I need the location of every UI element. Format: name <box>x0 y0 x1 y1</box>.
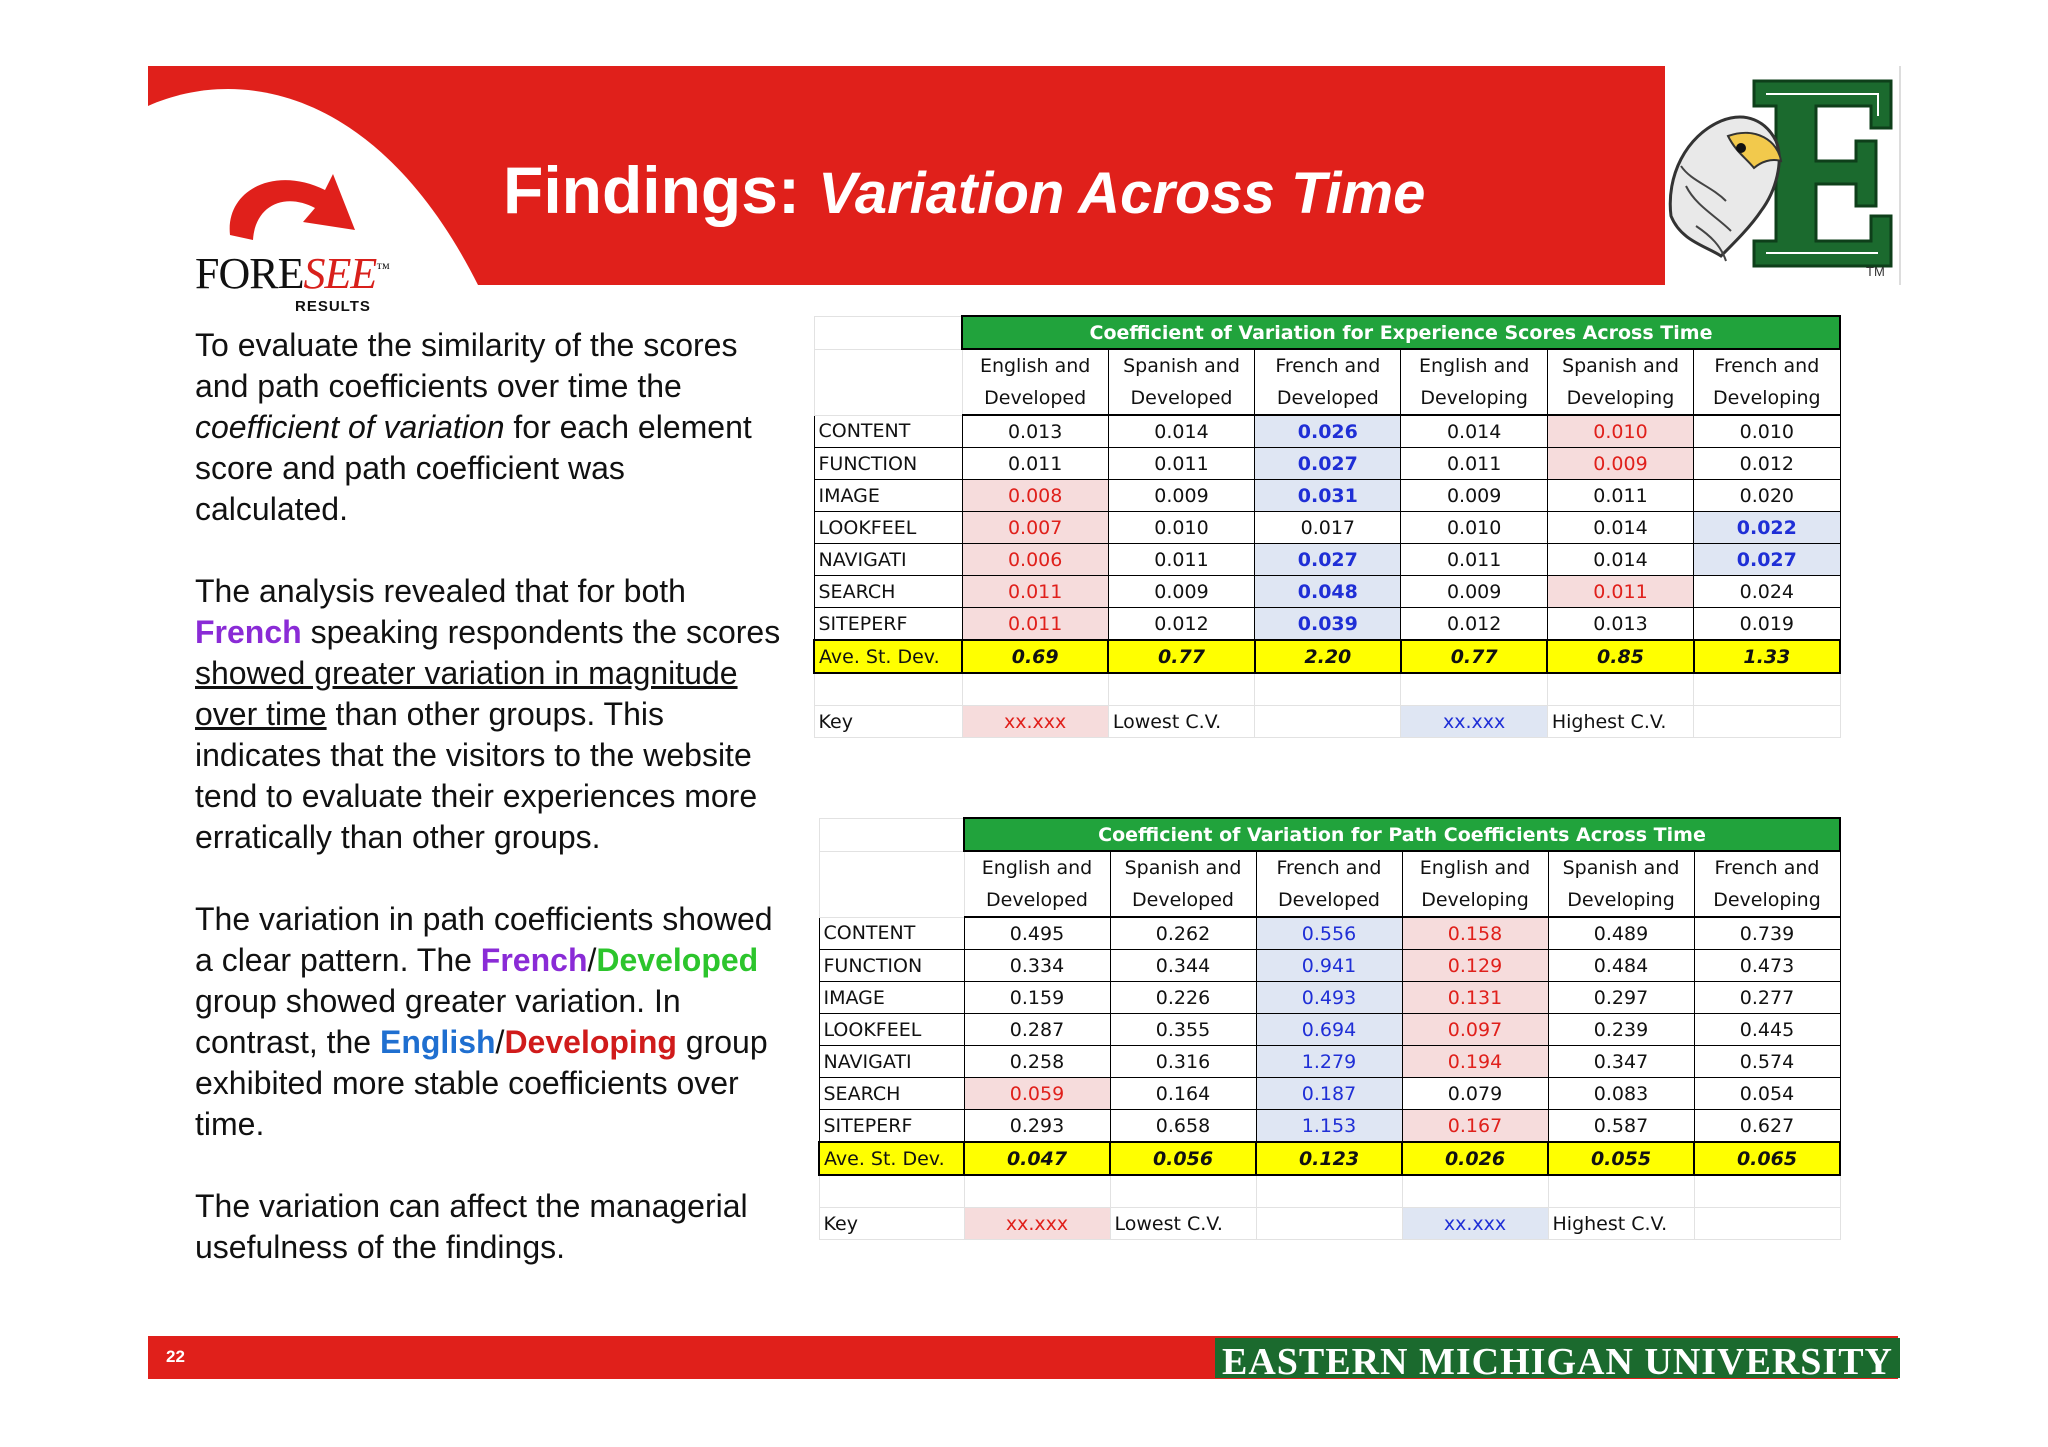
p3-english: English <box>379 1024 496 1060</box>
table-cell: 1.153 <box>1256 1110 1402 1143</box>
spacer-cell <box>1255 673 1401 706</box>
average-label: Ave. St. Dev. <box>814 640 962 673</box>
column-header-line-1: English and <box>979 355 1091 377</box>
table-cell: 0.011 <box>1108 448 1254 480</box>
spacer-cell <box>1110 1175 1256 1208</box>
average-cell: 0.047 <box>964 1142 1110 1175</box>
key-blank <box>1694 706 1840 738</box>
key-high-sample: xx.xxx <box>1402 1208 1548 1240</box>
table-cell: 0.344 <box>1110 950 1256 982</box>
average-cell: 0.69 <box>962 640 1108 673</box>
column-header-corner <box>819 851 964 917</box>
table-title-row <box>814 316 1840 349</box>
column-header-line-2: Developing <box>1567 889 1675 911</box>
table-cell: 0.739 <box>1694 917 1840 950</box>
emu-wordmark: EASTERN MICHIGAN UNIVERSITY <box>1222 1341 1893 1383</box>
table-cell: 0.011 <box>1401 544 1547 576</box>
column-header-line-1: French and <box>1714 355 1820 377</box>
column-header-line-1: Spanish and <box>1562 355 1679 377</box>
key-low-text: Lowest C.V. <box>1108 706 1254 738</box>
table-cell: 0.011 <box>1108 544 1254 576</box>
table-cell: 0.013 <box>962 415 1108 448</box>
table-cell: 0.012 <box>1108 608 1254 641</box>
table-cell: 0.013 <box>1547 608 1693 641</box>
table-cell: 0.007 <box>962 512 1108 544</box>
foresee-word-fore: FORE <box>195 249 304 298</box>
table-cell: 0.017 <box>1255 512 1401 544</box>
key-low-sample: xx.xxx <box>962 706 1108 738</box>
row-label: SITEPERF <box>819 1110 964 1143</box>
key-blank <box>1256 1208 1402 1240</box>
table-cell: 0.027 <box>1255 448 1401 480</box>
p3-text-c: group exhibited more stable coefficients over time. <box>195 1024 768 1142</box>
table-cell: 0.031 <box>1255 480 1401 512</box>
spacer-row <box>819 1175 1840 1208</box>
key-row <box>814 706 1840 738</box>
column-header-line-2: Developed <box>1130 387 1233 409</box>
page-title-subtitle: Variation Across Time <box>818 161 1426 226</box>
average-cell: 0.065 <box>1694 1142 1840 1175</box>
table-cell: 0.445 <box>1694 1014 1840 1046</box>
table-cell: 1.279 <box>1256 1046 1402 1078</box>
p1-emphasis: coefficient of variation <box>195 409 505 445</box>
average-label: Ave. St. Dev. <box>819 1142 964 1175</box>
p3-developing: Developing <box>504 1024 677 1060</box>
foresee-tm: ™ <box>376 261 389 277</box>
table-cell: 0.022 <box>1694 512 1840 544</box>
table-cell: 0.484 <box>1548 950 1694 982</box>
p3-developed: Developed <box>596 942 759 978</box>
table-cell: 0.009 <box>1108 576 1254 608</box>
table-cell: 0.027 <box>1694 544 1840 576</box>
paragraph-4: The variation can affect the managerial usefulness of the findings. <box>195 1188 748 1265</box>
key-blank <box>1694 1208 1840 1240</box>
table-cell: 0.226 <box>1110 982 1256 1014</box>
column-header-line-2: Developed <box>1278 889 1380 911</box>
table-title: Coefficient of Variation for Path Coefficients Across Time <box>964 818 1840 851</box>
spacer-cell <box>1108 673 1254 706</box>
table-cell: 0.011 <box>962 608 1108 641</box>
table-cell: 0.347 <box>1548 1046 1694 1078</box>
table-cell: 0.187 <box>1256 1078 1402 1110</box>
table-cell: 0.012 <box>1401 608 1547 641</box>
curved-arrow-icon <box>215 160 365 255</box>
spacer-cell <box>962 673 1108 706</box>
eagle-e-logo-icon <box>1666 66 1899 285</box>
table-row <box>819 1014 1840 1046</box>
spacer-row <box>814 673 1840 706</box>
spacer-cell <box>1402 1175 1548 1208</box>
average-row <box>819 1142 1840 1175</box>
table-corner-cell <box>819 818 964 851</box>
table-row <box>819 1110 1840 1143</box>
table-cell: 0.009 <box>1108 480 1254 512</box>
column-header <box>1110 851 1256 917</box>
average-cell: 0.055 <box>1548 1142 1694 1175</box>
table-cell: 0.010 <box>1547 415 1693 448</box>
key-high-sample: xx.xxx <box>1401 706 1547 738</box>
table-cell: 0.027 <box>1255 544 1401 576</box>
table-cell: 0.009 <box>1401 480 1547 512</box>
column-header <box>1108 349 1254 415</box>
column-header-line-2: Developed <box>1276 387 1379 409</box>
table-row <box>819 1046 1840 1078</box>
column-header-line-1: French and <box>1275 355 1381 377</box>
table-cell: 0.009 <box>1401 576 1547 608</box>
table-cell: 0.355 <box>1110 1014 1256 1046</box>
table-cell: 0.164 <box>1110 1078 1256 1110</box>
p3-french: French <box>480 942 588 978</box>
column-header-row <box>814 349 1840 415</box>
row-label: NAVIGATI <box>819 1046 964 1078</box>
p2-text-a: The analysis revealed that for both <box>195 573 686 609</box>
column-header-line-2: Developing <box>1420 387 1528 409</box>
spacer-cell <box>1547 673 1693 706</box>
spacer-cell <box>964 1175 1110 1208</box>
table-cell: 0.574 <box>1694 1046 1840 1078</box>
table-cell: 0.262 <box>1110 917 1256 950</box>
key-low-text: Lowest C.V. <box>1110 1208 1256 1240</box>
table-row <box>819 950 1840 982</box>
table-cell: 0.258 <box>964 1046 1110 1078</box>
table-cell: 0.158 <box>1402 917 1548 950</box>
table-cell: 0.010 <box>1694 415 1840 448</box>
column-header <box>1402 851 1548 917</box>
table-cell: 0.316 <box>1110 1046 1256 1078</box>
column-header-line-2: Developing <box>1566 387 1675 409</box>
table-cell: 0.079 <box>1402 1078 1548 1110</box>
key-high-text: Highest C.V. <box>1548 1208 1694 1240</box>
table-cell: 0.097 <box>1402 1014 1548 1046</box>
p3-text-a: The variation in path coefficients showed a clear pattern. The <box>195 901 773 978</box>
row-label: IMAGE <box>814 480 962 512</box>
table-cell: 0.014 <box>1401 415 1547 448</box>
table-cell: 0.006 <box>962 544 1108 576</box>
table-row <box>814 415 1840 448</box>
body-text <box>195 325 785 1309</box>
column-header <box>964 851 1110 917</box>
table-row <box>819 1078 1840 1110</box>
table-cell: 0.020 <box>1694 480 1840 512</box>
table-cell: 0.489 <box>1548 917 1694 950</box>
table-cell: 0.587 <box>1548 1110 1694 1143</box>
key-blank <box>1255 706 1401 738</box>
column-header-line-2: Developed <box>1132 889 1234 911</box>
paragraph-1 <box>195 325 785 530</box>
column-header-line-1: English and <box>981 857 1093 879</box>
table-cell: 0.014 <box>1547 512 1693 544</box>
p3-text-b: group showed greater variation. In contrast, the <box>195 983 681 1060</box>
row-label: SITEPERF <box>814 608 962 641</box>
emu-logo-tm: TM <box>1866 264 1885 279</box>
table-cell: 0.026 <box>1255 415 1401 448</box>
table-cell: 0.287 <box>964 1014 1110 1046</box>
row-label: LOOKFEEL <box>819 1014 964 1046</box>
spacer-cell <box>1401 673 1547 706</box>
average-row <box>814 640 1840 673</box>
column-header-line-1: Spanish and <box>1562 857 1680 879</box>
column-header-line-1: French and <box>1276 857 1382 879</box>
table-row <box>814 512 1840 544</box>
average-cell: 0.77 <box>1401 640 1547 673</box>
column-header-row <box>819 851 1840 917</box>
p2-text-c: than other groups. This indicates that the visitors to the website tend to evaluate their experiences more erratically than other groups. <box>195 696 758 855</box>
average-cell: 2.20 <box>1255 640 1401 673</box>
table-cell: 0.019 <box>1694 608 1840 641</box>
column-header <box>1694 851 1840 917</box>
key-label: Key <box>814 706 962 738</box>
key-row <box>819 1208 1840 1240</box>
column-header-line-1: Spanish and <box>1124 857 1242 879</box>
p3-slash-1: / <box>587 942 597 978</box>
average-cell: 0.026 <box>1402 1142 1548 1175</box>
path-cv-table <box>818 817 1841 1240</box>
table-row <box>814 544 1840 576</box>
table-cell: 0.048 <box>1255 576 1401 608</box>
table-row <box>814 480 1840 512</box>
table-cell: 0.167 <box>1402 1110 1548 1143</box>
table-cell: 0.010 <box>1401 512 1547 544</box>
spacer-cell <box>814 673 962 706</box>
table-cell: 0.556 <box>1256 917 1402 950</box>
table-cell: 0.008 <box>962 480 1108 512</box>
foresee-wordmark <box>195 248 389 299</box>
average-cell: 0.85 <box>1547 640 1693 673</box>
column-header-line-2: Developed <box>984 387 1087 409</box>
row-label: IMAGE <box>819 982 964 1014</box>
average-cell: 0.123 <box>1256 1142 1402 1175</box>
table-cell: 0.277 <box>1694 982 1840 1014</box>
row-label: FUNCTION <box>814 448 962 480</box>
column-header-line-1: English and <box>1418 355 1530 377</box>
column-header-line-2: Developing <box>1713 889 1821 911</box>
foresee-logo <box>195 160 395 315</box>
paragraph-3 <box>195 899 785 1145</box>
p1-text-a: To evaluate the similarity of the scores and path coefficients over time the <box>195 327 738 404</box>
row-label: SEARCH <box>819 1078 964 1110</box>
paragraph-2 <box>195 571 785 858</box>
table-cell: 0.024 <box>1694 576 1840 608</box>
table-cell: 0.473 <box>1694 950 1840 982</box>
key-label: Key <box>819 1208 964 1240</box>
table-cell: 0.011 <box>962 448 1108 480</box>
average-cell: 0.77 <box>1108 640 1254 673</box>
p2-french: French <box>195 614 302 650</box>
average-cell: 1.33 <box>1694 640 1840 673</box>
column-header <box>1401 349 1547 415</box>
table-row <box>819 917 1840 950</box>
column-header-line-2: Developing <box>1421 889 1529 911</box>
row-label: CONTENT <box>814 415 962 448</box>
table-row <box>814 448 1840 480</box>
table-cell: 0.010 <box>1108 512 1254 544</box>
page-title <box>503 152 1425 228</box>
column-header <box>962 349 1108 415</box>
column-header-line-2: Developed <box>986 889 1088 911</box>
column-header <box>1256 851 1402 917</box>
spacer-cell <box>1256 1175 1402 1208</box>
table-cell: 0.011 <box>1547 576 1693 608</box>
emu-wordmark-box <box>1215 1338 1900 1383</box>
column-header-line-1: French and <box>1714 857 1820 879</box>
table-cell: 0.627 <box>1694 1110 1840 1143</box>
table-cell: 0.941 <box>1256 950 1402 982</box>
table-cell: 0.493 <box>1256 982 1402 1014</box>
table-cell: 0.658 <box>1110 1110 1256 1143</box>
table-cell: 0.083 <box>1548 1078 1694 1110</box>
table-cell: 0.011 <box>962 576 1108 608</box>
table-cell: 0.694 <box>1256 1014 1402 1046</box>
table-cell: 0.014 <box>1108 415 1254 448</box>
column-header-corner <box>814 349 962 415</box>
page-number: 22 <box>166 1347 185 1366</box>
foresee-results: RESULTS <box>295 298 371 315</box>
spacer-cell <box>1694 673 1840 706</box>
table-cell: 0.293 <box>964 1110 1110 1143</box>
table-corner-cell <box>814 316 962 349</box>
table-cell: 0.011 <box>1547 480 1693 512</box>
table-title-row <box>819 818 1840 851</box>
p1-text-b: for each element score and path coefficient was calculated. <box>195 409 752 527</box>
table-cell: 0.159 <box>964 982 1110 1014</box>
table-cell: 0.039 <box>1255 608 1401 641</box>
table-cell: 0.054 <box>1694 1078 1840 1110</box>
spacer-cell <box>1694 1175 1840 1208</box>
column-header <box>1548 851 1694 917</box>
table-cell: 0.059 <box>964 1078 1110 1110</box>
column-header <box>1694 349 1840 415</box>
average-cell: 0.056 <box>1110 1142 1256 1175</box>
p2-underlined: showed greater variation in magnitude over time <box>195 655 738 732</box>
table-cell: 0.239 <box>1548 1014 1694 1046</box>
column-header <box>1547 349 1693 415</box>
p3-slash-2: / <box>495 1024 505 1060</box>
column-header-line-1: Spanish and <box>1123 355 1240 377</box>
table-row <box>814 576 1840 608</box>
foresee-word-see: SEE <box>303 249 377 298</box>
experience-cv-table <box>813 315 1841 738</box>
row-label: NAVIGATI <box>814 544 962 576</box>
row-label: CONTENT <box>819 917 964 950</box>
table-cell: 0.334 <box>964 950 1110 982</box>
table-cell: 0.129 <box>1402 950 1548 982</box>
table-cell: 0.012 <box>1694 448 1840 480</box>
page-title-lead: Findings: <box>503 153 800 227</box>
column-header <box>1255 349 1401 415</box>
key-high-text: Highest C.V. <box>1547 706 1693 738</box>
table-cell: 0.194 <box>1402 1046 1548 1078</box>
row-label: SEARCH <box>814 576 962 608</box>
row-label: FUNCTION <box>819 950 964 982</box>
table-cell: 0.014 <box>1547 544 1693 576</box>
spacer-cell <box>819 1175 964 1208</box>
p2-text-b: speaking respondents the scores <box>310 614 781 650</box>
row-label: LOOKFEEL <box>814 512 962 544</box>
column-header-line-2: Developing <box>1713 387 1821 409</box>
table-cell: 0.131 <box>1402 982 1548 1014</box>
table-cell: 0.011 <box>1401 448 1547 480</box>
table-title: Coefficient of Variation for Experience Scores Across Time <box>962 316 1840 349</box>
emu-logo-box <box>1666 66 1901 285</box>
key-low-sample: xx.xxx <box>964 1208 1110 1240</box>
spacer-cell <box>1548 1175 1694 1208</box>
table-row <box>814 608 1840 641</box>
table-cell: 0.297 <box>1548 982 1694 1014</box>
table-cell: 0.009 <box>1547 448 1693 480</box>
column-header-line-1: English and <box>1419 857 1531 879</box>
table-cell: 0.495 <box>964 917 1110 950</box>
table-row <box>819 982 1840 1014</box>
